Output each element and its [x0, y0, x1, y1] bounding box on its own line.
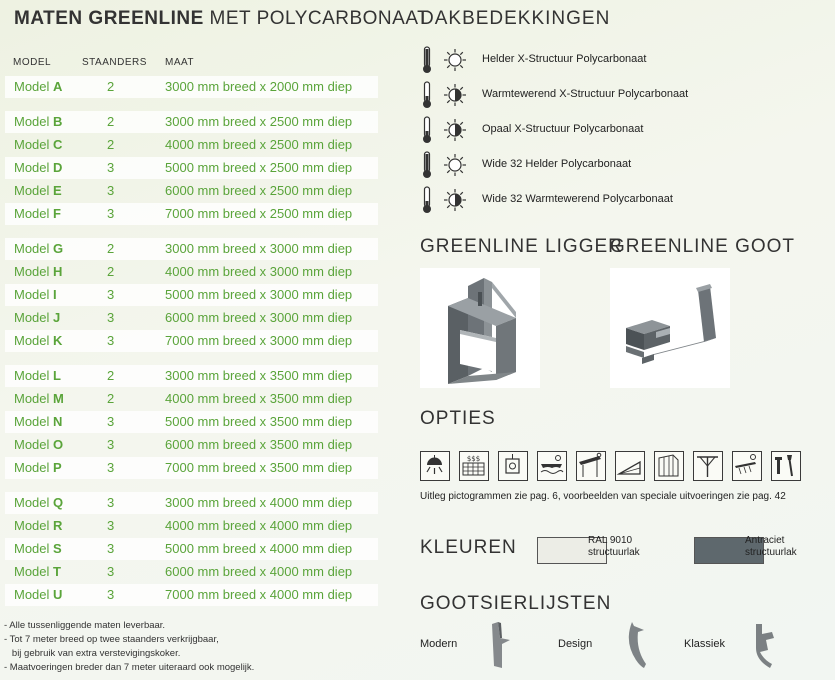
tools-icon — [771, 451, 801, 481]
model-name: Model T — [14, 564, 61, 579]
roofing-item — [420, 151, 720, 179]
roofing-item — [420, 81, 720, 109]
col-header-size: MAAT — [165, 57, 195, 68]
posts-count: 2 — [107, 114, 115, 129]
goot-photo — [610, 268, 730, 388]
model-name: Model D — [14, 160, 63, 175]
posts-count: 3 — [107, 564, 115, 579]
dimensions: 6000 mm breed x 3000 mm diep — [165, 310, 353, 325]
dimensions: 4000 mm breed x 3500 mm diep — [165, 391, 353, 406]
roofing-item — [420, 46, 720, 74]
posts-count: 2 — [107, 264, 115, 279]
table-row — [5, 538, 378, 560]
thermometer-icon — [420, 116, 434, 144]
sun-icon — [442, 153, 468, 177]
dimensions: 5000 mm breed x 4000 mm diep — [165, 541, 353, 556]
model-name: Model F — [14, 206, 61, 221]
posts-count: 2 — [107, 79, 115, 94]
goot-title: GREENLINE GOOT — [610, 236, 796, 257]
note-line: bij gebruik van extra verstevigingskoker. — [4, 648, 181, 659]
posts-count: 3 — [107, 183, 115, 198]
model-name: Model J — [14, 310, 61, 325]
thermometer-icon — [420, 46, 434, 74]
posts-count: 2 — [107, 137, 115, 152]
dimensions: 3000 mm breed x 3500 mm diep — [165, 368, 353, 383]
model-name: Model H — [14, 264, 63, 279]
model-name: Model I — [14, 287, 57, 302]
dimensions: 6000 mm breed x 4000 mm diep — [165, 564, 353, 579]
model-name: Model N — [14, 414, 63, 429]
table-row — [5, 411, 378, 433]
table-row — [5, 203, 378, 225]
model-name: Model S — [14, 541, 62, 556]
sunshade-icon — [732, 451, 762, 481]
model-name: Model C — [14, 137, 63, 152]
posts-count: 2 — [107, 368, 115, 383]
posts-count: 3 — [107, 333, 115, 348]
dimensions: 3000 mm breed x 4000 mm diep — [165, 495, 353, 510]
table-row — [5, 284, 378, 306]
posts-count: 3 — [107, 460, 115, 475]
model-name: Model M — [14, 391, 64, 406]
dimensions: 4000 mm breed x 4000 mm diep — [165, 518, 353, 533]
roofing-label: Helder X-Structuur Polycarbonaat — [482, 53, 647, 65]
sizes-notes — [4, 619, 254, 675]
options-title: OPTIES — [420, 408, 496, 429]
dimensions: 3000 mm breed x 2500 mm diep — [165, 114, 353, 129]
trim-modern-label: Modern — [420, 638, 458, 650]
col-header-model: MODEL — [13, 57, 52, 68]
table-row — [5, 261, 378, 283]
side-wall-icon — [654, 451, 684, 481]
table-row — [5, 492, 378, 514]
socket-icon — [498, 451, 528, 481]
model-name: Model R — [14, 518, 63, 533]
dimensions: 4000 mm breed x 3000 mm diep — [165, 264, 353, 279]
posts-count: 3 — [107, 287, 115, 302]
roofing-item — [420, 186, 720, 214]
model-name: Model G — [14, 241, 64, 256]
sun-icon — [442, 188, 468, 212]
screen-icon — [576, 451, 606, 481]
table-row — [5, 515, 378, 537]
table-row — [5, 561, 378, 583]
sun-icon — [442, 118, 468, 142]
options-note: Uitleg pictogrammen zie pag. 6, voorbeelden van speciale uitvoeringen zie pag. 42 — [420, 491, 786, 502]
trim-design-shape — [622, 620, 650, 670]
table-row — [5, 180, 378, 202]
table-row — [5, 157, 378, 179]
posts-count: 2 — [107, 391, 115, 406]
roofing-item — [420, 116, 720, 144]
wedge-icon — [615, 451, 645, 481]
posts-count: 3 — [107, 160, 115, 175]
note-line: - Tot 7 meter breed op twee staanders verkrijgbaar, — [4, 634, 219, 645]
dimensions: 7000 mm breed x 2500 mm diep — [165, 206, 353, 221]
roofing-label: Wide 32 Helder Polycarbonaat — [482, 158, 632, 170]
dimensions: 3000 mm breed x 3000 mm diep — [165, 241, 353, 256]
dimensions: 5000 mm breed x 2500 mm diep — [165, 160, 353, 175]
dimensions: 6000 mm breed x 2500 mm diep — [165, 183, 353, 198]
roofing-label: Warmtewerend X-Structuur Polycarbonaat — [482, 88, 689, 100]
model-name: Model A — [14, 79, 63, 94]
posts-count: 3 — [107, 310, 115, 325]
thermometer-icon — [420, 151, 434, 179]
table-row — [5, 388, 378, 410]
ligger-title: GREENLINE LIGGER — [420, 236, 623, 257]
dimensions: 7000 mm breed x 3500 mm diep — [165, 460, 353, 475]
thermometer-icon — [420, 81, 434, 109]
sizes-title: MATEN GREENLINE MET POLYCARBONAAT — [14, 8, 430, 29]
colors-title: KLEUREN — [420, 537, 517, 558]
posts-count: 3 — [107, 437, 115, 452]
roofing-label: Wide 32 Warmtewerend Polycarbonaat — [482, 193, 673, 205]
model-name: Model O — [14, 437, 64, 452]
model-name: Model U — [14, 587, 63, 602]
dimensions: 4000 mm breed x 2500 mm diep — [165, 137, 353, 152]
table-row — [5, 76, 378, 98]
awning-icon — [537, 451, 567, 481]
table-row — [5, 238, 378, 260]
model-name: Model L — [14, 368, 61, 383]
sun-icon — [442, 48, 468, 72]
thermometer-icon — [420, 186, 434, 214]
table-row — [5, 365, 378, 387]
dimensions: 6000 mm breed x 3500 mm diep — [165, 437, 353, 452]
note-line: - Alle tussenliggende maten leverbaar. — [4, 620, 166, 631]
trim-modern-shape — [488, 620, 516, 670]
table-row — [5, 134, 378, 156]
posts-count: 3 — [107, 495, 115, 510]
trim-design-label: Design — [558, 638, 593, 650]
posts-count: 3 — [107, 587, 115, 602]
swatch-ral9010-label: RAL 9010 structuurlak — [588, 535, 640, 558]
dimensions: 7000 mm breed x 3000 mm diep — [165, 333, 353, 348]
table-row — [5, 111, 378, 133]
model-name: Model P — [14, 460, 62, 475]
dimensions: 3000 mm breed x 2000 mm diep — [165, 79, 353, 94]
table-row — [5, 330, 378, 352]
swatch-antraciet-label: Antraciet structuurlak — [745, 535, 797, 558]
model-name: Model E — [14, 183, 62, 198]
dimensions: 5000 mm breed x 3000 mm diep — [165, 287, 353, 302]
table-row — [5, 584, 378, 606]
trim-classic-shape — [750, 620, 780, 670]
gutter-trims-title: GOOTSIERLIJSTEN — [420, 593, 612, 614]
posts-count: 2 — [107, 241, 115, 256]
trim-classic-label: Klassiek — [684, 638, 725, 650]
dimensions: 5000 mm breed x 3500 mm diep — [165, 414, 353, 429]
lamp-icon — [420, 451, 450, 481]
dimensions: 7000 mm breed x 4000 mm diep — [165, 587, 353, 602]
roofing-title: DAKBEDEKKINGEN — [420, 8, 611, 29]
model-name: Model K — [14, 333, 63, 348]
model-name: Model Q — [14, 495, 64, 510]
table-row — [5, 457, 378, 479]
ligger-photo — [420, 268, 540, 388]
heater-label: $$$ — [466, 455, 481, 463]
col-header-posts: STAANDERS — [82, 57, 147, 68]
posts-count: 3 — [107, 518, 115, 533]
posts-count: 3 — [107, 541, 115, 556]
table-row — [5, 434, 378, 456]
note-line: - Maatvoeringen breder dan 7 meter uiteraard ook mogelijk. — [4, 662, 255, 673]
gutter-post-icon — [693, 451, 723, 481]
posts-count: 3 — [107, 414, 115, 429]
heater-icon — [459, 451, 489, 481]
table-row — [5, 307, 378, 329]
sun-icon — [442, 83, 468, 107]
model-name: Model B — [14, 114, 63, 129]
roofing-label: Opaal X-Structuur Polycarbonaat — [482, 123, 644, 135]
posts-count: 3 — [107, 206, 115, 221]
